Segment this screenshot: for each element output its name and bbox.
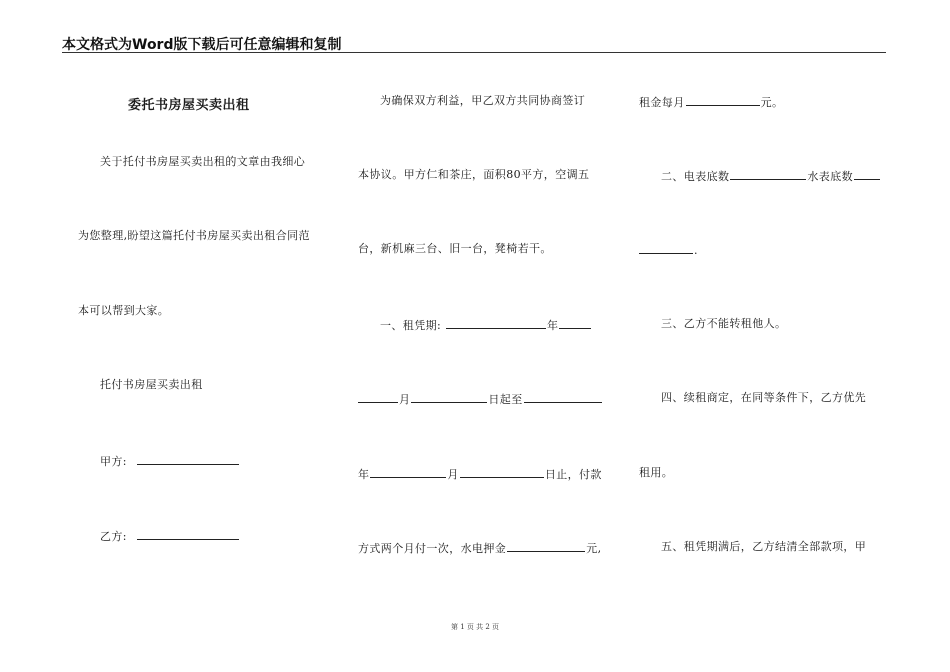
electric-meter-label: 二、电表底数	[661, 170, 730, 183]
agreement-line-3: 台，新机麻三台、旧一台，凳椅若干。	[358, 242, 552, 255]
month-label-1: 月	[399, 393, 411, 406]
party-a-line	[100, 453, 240, 469]
agreement-line-2: 本协议。甲方仁和茶庄，面积80平方，空调五	[358, 168, 590, 181]
electric-meter-blank	[730, 168, 806, 180]
monthly-rent-label: 租金每月	[639, 96, 685, 109]
payment-method-line	[358, 540, 602, 556]
yuan-label-2: 元。	[760, 96, 784, 109]
meter-reading-line	[661, 168, 881, 184]
clause-4: 四、续租商定，在同等条件下，乙方优先	[661, 391, 867, 404]
year-label-1: 年	[547, 319, 559, 332]
water-meter-blank	[854, 168, 880, 180]
header-divider	[62, 52, 886, 53]
intro-line-2: 为您整理,盼望这篇托付书房屋买卖出租合同范	[78, 229, 310, 242]
lease-term-line	[380, 317, 592, 333]
party-b-blank	[137, 528, 239, 540]
payment-method-text: 方式两个月付一次，水电押金	[358, 542, 507, 555]
intro-line-1: 关于托付书房屋买卖出租的文章由我细心	[100, 155, 306, 168]
clause-5: 五、租凭期满后，乙方结清全部款项，甲	[661, 540, 867, 553]
water-meter-continued-line	[639, 242, 698, 258]
intro-line-3: 本可以帮到大家。	[78, 304, 170, 317]
lease-start-year-blank	[446, 317, 546, 329]
yuan-label-1: 元,	[586, 542, 602, 555]
end-year-blank	[524, 391, 602, 403]
deposit-blank	[507, 540, 585, 552]
water-meter-label: 水表底数	[807, 170, 854, 183]
article-title: 委托书房屋买卖出租	[128, 98, 250, 113]
clause-4-continued: 租用。	[639, 466, 674, 479]
party-b-label: 乙方:	[100, 530, 127, 543]
agreement-line-1: 为确保双方利益，甲乙双方共同协商签订	[380, 94, 586, 107]
lease-date-line-2	[358, 466, 602, 482]
start-day-blank	[411, 391, 487, 403]
party-b-line	[100, 528, 240, 544]
party-a-blank	[137, 453, 239, 465]
lease-date-line-1	[358, 391, 603, 407]
end-payment-label: 日止，付款	[544, 468, 602, 481]
end-day-blank	[460, 466, 544, 478]
period-mark: .	[694, 244, 698, 257]
end-month-blank	[370, 466, 446, 478]
clause-3: 三、乙方不能转租他人。	[661, 317, 787, 330]
page-number-footer: 第 1 页 共 2 页	[450, 623, 500, 631]
party-a-label: 甲方:	[100, 455, 127, 468]
contract-subtitle: 托付书房屋买卖出租	[100, 378, 203, 391]
month-label-2: 月	[447, 468, 459, 481]
monthly-rent-line	[639, 94, 783, 110]
monthly-rent-blank	[686, 94, 760, 106]
document-header-title: 本文格式为Word版下载后可任意编辑和复制	[62, 37, 342, 53]
water-meter-blank-2	[639, 242, 693, 254]
lease-start-month-blank	[559, 317, 591, 329]
start-to-label: 日起至	[488, 393, 523, 406]
year-label-2: 年	[358, 468, 370, 481]
start-month-blank	[358, 391, 398, 403]
lease-term-label: 一、租凭期:	[380, 319, 442, 332]
